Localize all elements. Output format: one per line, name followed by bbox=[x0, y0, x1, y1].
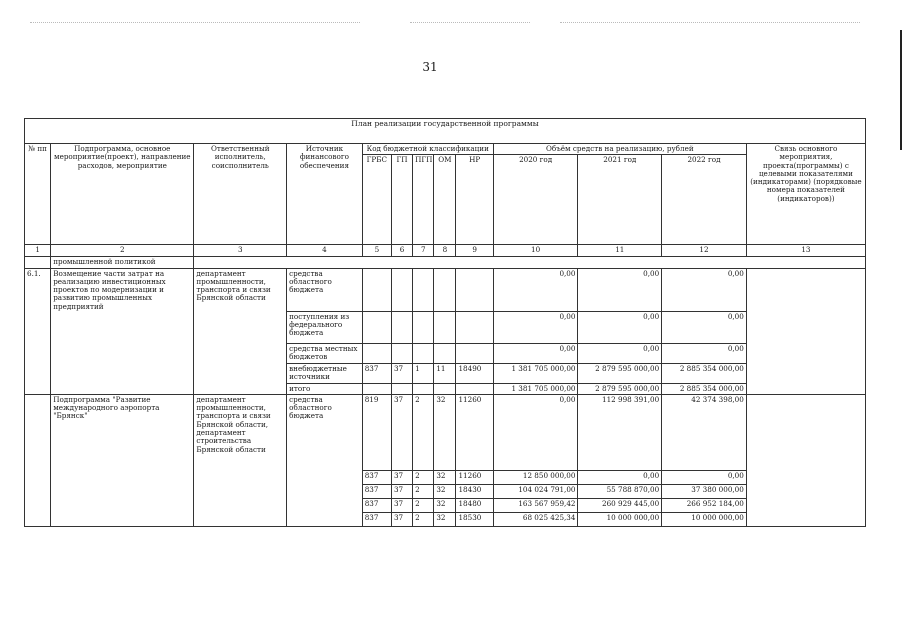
funding-source: внебюджетные источники bbox=[287, 363, 363, 383]
amount-2022: 0,00 bbox=[662, 470, 747, 484]
amount-2020: 0,00 bbox=[493, 343, 578, 363]
om-cell: 32 bbox=[434, 394, 456, 470]
amount-2021: 0,00 bbox=[578, 343, 662, 363]
executor: департамент промышленности, транспорта и связи Брянской области bbox=[194, 268, 287, 394]
header-volume: Объём средств на реализацию, рублей bbox=[493, 144, 746, 155]
np-cell bbox=[456, 268, 493, 311]
amount-2020: 0,00 bbox=[493, 311, 578, 343]
grbs-cell: 837 bbox=[362, 512, 391, 526]
column-number: 4 bbox=[287, 245, 363, 257]
header-year-2022: 2022 год bbox=[662, 155, 747, 245]
np-cell bbox=[456, 343, 493, 363]
amount-2020: 163 567 959,42 bbox=[493, 498, 578, 512]
gp-cell: 37 bbox=[391, 512, 412, 526]
np-cell: 18530 bbox=[456, 512, 493, 526]
scan-edge-line bbox=[900, 30, 902, 150]
activity-name: Подпрограмма "Развитие международного аэропорта "Брянск" bbox=[51, 394, 194, 526]
amount-2021: 10 000 000,00 bbox=[578, 512, 662, 526]
om-cell bbox=[434, 383, 456, 394]
pgp-cell: 2 bbox=[413, 394, 434, 470]
table-row bbox=[25, 268, 866, 311]
gp-cell bbox=[391, 268, 412, 311]
amount-2022: 0,00 bbox=[662, 343, 747, 363]
program-plan-table bbox=[24, 118, 866, 527]
grbs-cell bbox=[362, 268, 391, 311]
gp-cell: 37 bbox=[391, 498, 412, 512]
column-number: 3 bbox=[194, 245, 287, 257]
header-source: Источник финансового обеспечения bbox=[287, 144, 363, 245]
gp-cell: 37 bbox=[391, 394, 412, 470]
column-number: 12 bbox=[662, 245, 747, 257]
column-number: 1 bbox=[25, 245, 51, 257]
amount-2022: 0,00 bbox=[662, 268, 747, 311]
gp-cell: 37 bbox=[391, 484, 412, 498]
total-2022: 2 885 354 000,00 bbox=[662, 383, 747, 394]
carryover-text: промышленной политикой bbox=[51, 257, 194, 268]
amount-2022: 10 000 000,00 bbox=[662, 512, 747, 526]
amount-2020: 104 024 791,00 bbox=[493, 484, 578, 498]
amount-2020: 68 025 425,34 bbox=[493, 512, 578, 526]
om-cell bbox=[434, 343, 456, 363]
np-cell: 11260 bbox=[456, 394, 493, 470]
header-indicator-link: Связь основного мероприятия, проекта(программы) с целевыми показателями (индикаторами) (порядковые номера показателей (индикаторов)) bbox=[746, 144, 865, 245]
amount-2021: 55 788 870,00 bbox=[578, 484, 662, 498]
amount-2022: 0,00 bbox=[662, 311, 747, 343]
carryover-row bbox=[25, 257, 866, 268]
gp-cell bbox=[391, 383, 412, 394]
om-cell: 32 bbox=[434, 470, 456, 484]
gp-cell bbox=[391, 311, 412, 343]
grbs-cell: 837 bbox=[362, 498, 391, 512]
indicator-link bbox=[746, 394, 865, 526]
amount-2020: 0,00 bbox=[493, 394, 578, 470]
amount-2021: 260 929 445,00 bbox=[578, 498, 662, 512]
pgp-cell bbox=[413, 343, 434, 363]
grbs-cell: 837 bbox=[362, 484, 391, 498]
header-np: НР bbox=[456, 155, 493, 245]
np-cell bbox=[456, 383, 493, 394]
header-activity: Подпрограмма, основное мероприятие(проект), направление расходов, мероприятие bbox=[51, 144, 194, 245]
header-budget-code: Код бюджетной классификации bbox=[362, 144, 493, 155]
column-number: 9 bbox=[456, 245, 493, 257]
table-row bbox=[25, 394, 866, 470]
grbs-cell: 819 bbox=[362, 394, 391, 470]
amount-2020: 1 381 705 000,00 bbox=[493, 363, 578, 383]
pgp-cell: 2 bbox=[413, 498, 434, 512]
header-executor: Ответственный исполнитель, соисполнитель bbox=[194, 144, 287, 245]
header-grbs: ГРБС bbox=[362, 155, 391, 245]
scan-artifact bbox=[30, 22, 360, 24]
amount-2021: 0,00 bbox=[578, 268, 662, 311]
row-number: 6.1. bbox=[25, 268, 51, 394]
amount-2022: 266 952 184,00 bbox=[662, 498, 747, 512]
indicator-link bbox=[746, 268, 865, 394]
activity-name: Возмещение части затрат на реализацию инвестиционных проектов по модернизации и развитию промышленных предприятий bbox=[51, 268, 194, 394]
amount-2021: 112 998 391,00 bbox=[578, 394, 662, 470]
funding-source: итого bbox=[287, 383, 363, 394]
amount-2020: 12 850 000,00 bbox=[493, 470, 578, 484]
np-cell bbox=[456, 311, 493, 343]
table-title: План реализации государственной программы bbox=[25, 119, 866, 144]
grbs-cell bbox=[362, 311, 391, 343]
np-cell: 11260 bbox=[456, 470, 493, 484]
column-number-row bbox=[25, 245, 866, 257]
header-gp: ГП bbox=[391, 155, 412, 245]
funding-source: средства областного бюджета bbox=[287, 394, 363, 526]
column-number: 6 bbox=[391, 245, 412, 257]
pgp-cell: 2 bbox=[413, 512, 434, 526]
total-2021: 2 879 595 000,00 bbox=[578, 383, 662, 394]
np-cell: 18430 bbox=[456, 484, 493, 498]
scan-artifact bbox=[410, 22, 530, 24]
om-cell: 11 bbox=[434, 363, 456, 383]
funding-source: средства областного бюджета bbox=[287, 268, 363, 311]
pgp-cell: 2 bbox=[413, 484, 434, 498]
column-number: 2 bbox=[51, 245, 194, 257]
scan-artifact bbox=[560, 22, 860, 24]
header-year-2020: 2020 год bbox=[493, 155, 578, 245]
om-cell: 32 bbox=[434, 484, 456, 498]
grbs-cell: 837 bbox=[362, 363, 391, 383]
om-cell: 32 bbox=[434, 512, 456, 526]
column-number: 5 bbox=[362, 245, 391, 257]
amount-2021: 0,00 bbox=[578, 470, 662, 484]
pgp-cell: 1 bbox=[413, 363, 434, 383]
column-number: 8 bbox=[434, 245, 456, 257]
executor: департамент промышленности, транспорта и связи Брянской области, департамент строительства Брянской области bbox=[194, 394, 287, 526]
column-number: 7 bbox=[413, 245, 434, 257]
header-number: № пп bbox=[25, 144, 51, 245]
pgp-cell bbox=[413, 311, 434, 343]
funding-source: поступления из федерального бюджета bbox=[287, 311, 363, 343]
header-om: ОМ bbox=[434, 155, 456, 245]
grbs-cell bbox=[362, 343, 391, 363]
np-cell: 18480 bbox=[456, 498, 493, 512]
column-number: 11 bbox=[578, 245, 662, 257]
grbs-cell: 837 bbox=[362, 470, 391, 484]
pgp-cell: 2 bbox=[413, 470, 434, 484]
grbs-cell bbox=[362, 383, 391, 394]
om-cell bbox=[434, 268, 456, 311]
funding-source: средства местных бюджетов bbox=[287, 343, 363, 363]
header-pgp: ПГП bbox=[413, 155, 434, 245]
om-cell bbox=[434, 311, 456, 343]
header-year-2021: 2021 год bbox=[578, 155, 662, 245]
gp-cell: 37 bbox=[391, 470, 412, 484]
amount-2022: 42 374 398,00 bbox=[662, 394, 747, 470]
amount-2021: 2 879 595 000,00 bbox=[578, 363, 662, 383]
row-number bbox=[25, 394, 51, 526]
gp-cell bbox=[391, 343, 412, 363]
total-2020: 1 381 705 000,00 bbox=[493, 383, 578, 394]
column-number: 10 bbox=[493, 245, 578, 257]
column-number: 13 bbox=[746, 245, 865, 257]
amount-2021: 0,00 bbox=[578, 311, 662, 343]
amount-2020: 0,00 bbox=[493, 268, 578, 311]
np-cell: 18490 bbox=[456, 363, 493, 383]
amount-2022: 37 380 000,00 bbox=[662, 484, 747, 498]
gp-cell: 37 bbox=[391, 363, 412, 383]
amount-2022: 2 885 354 000,00 bbox=[662, 363, 747, 383]
om-cell: 32 bbox=[434, 498, 456, 512]
page-number: 31 bbox=[422, 60, 438, 74]
pgp-cell bbox=[413, 383, 434, 394]
pgp-cell bbox=[413, 268, 434, 311]
